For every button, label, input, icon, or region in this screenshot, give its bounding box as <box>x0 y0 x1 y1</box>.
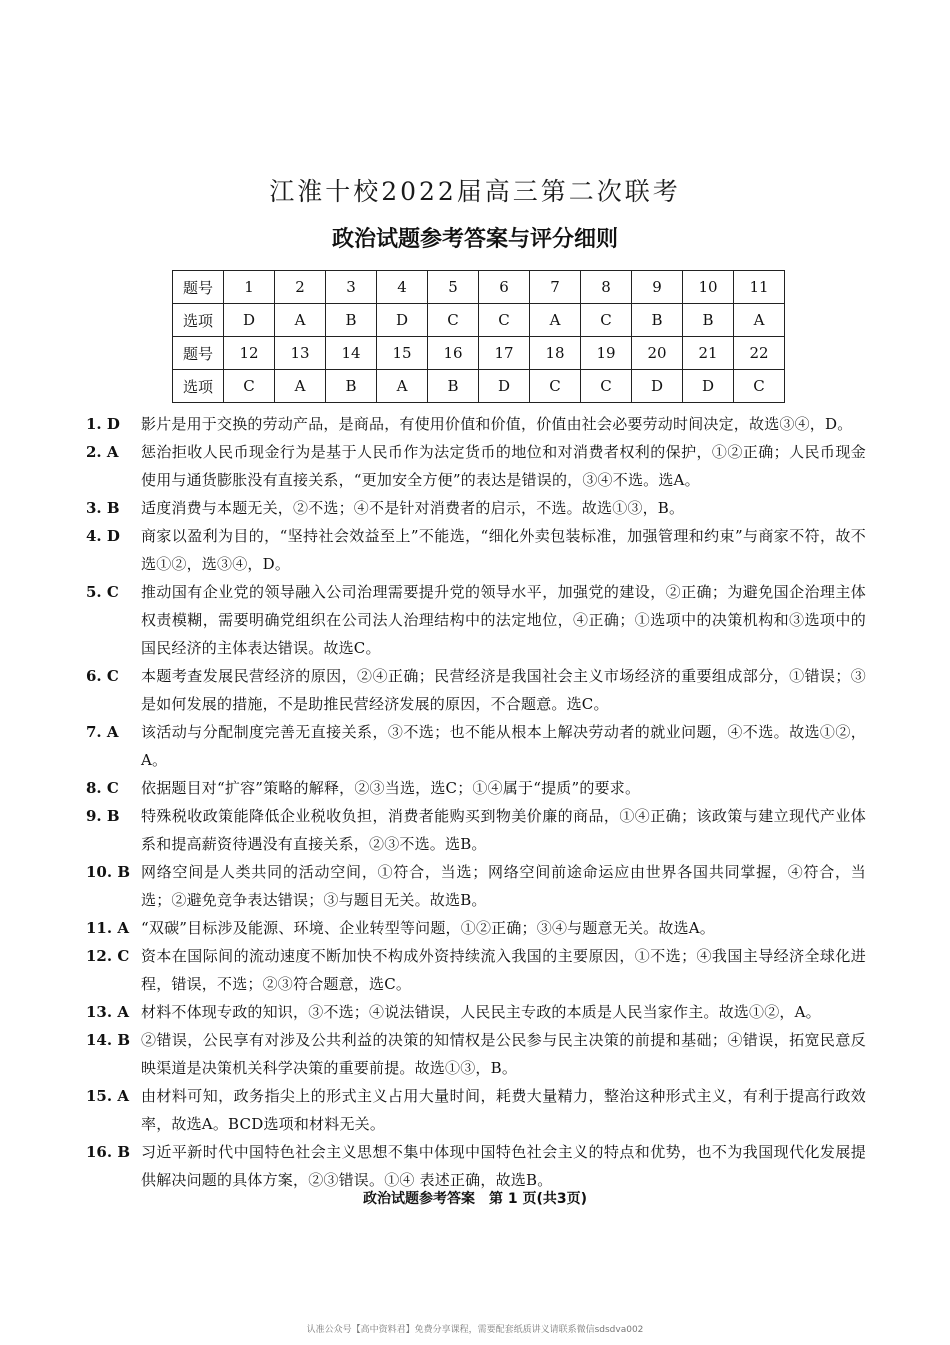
answer-cell: 15 <box>377 337 428 370</box>
answer-cell: 11 <box>734 271 785 304</box>
explanation-text: 习近平新时代中国特色社会主义思想不集中体现中国特色社会主义的特点和优势，也不为我国现代化发展提供解决问题的具体方案，②③错误。①④ 表述正确，故选B。 <box>141 1143 866 1189</box>
question-number-answer: 6. C <box>86 667 119 685</box>
explanation-item <box>86 718 866 774</box>
explanation-text: 推动国有企业党的领导融入公司治理需要提升党的领导水平，加强党的建设，②正确；为避免国企治理主体权责模糊，需要明确党组织在公司法人治理结构中的法定地位，④正确；①选项中的决策机构和③选项中的国民经济的主体表达错误。故选C。 <box>141 583 866 657</box>
explanation-text: 本题考查发展民营经济的原因，②④正确；民营经济是我国社会主义市场经济的重要组成部分，①错误；③是如何发展的措施，不是助推民营经济发展的原因，不合题意。选C。 <box>141 667 866 713</box>
explanation-item <box>86 942 866 998</box>
explanation-text: 影片是用于交换的劳动产品，是商品，有使用价值和价值，价值由社会必要劳动时间决定，故选③④，D。 <box>141 415 853 433</box>
question-number-answer: 5. C <box>86 583 119 601</box>
answer-cell: 6 <box>479 271 530 304</box>
answer-cell: A <box>275 304 326 337</box>
explanation-text: 依据题目对“扩容”策略的解释，②③当选，选C；①④属于“提质”的要求。 <box>141 779 641 797</box>
row-label: 题号 <box>173 271 224 304</box>
row-label: 选项 <box>173 304 224 337</box>
explanation-text: 网络空间是人类共同的活动空间，①符合，当选；网络空间前途命运应由世界各国共同掌握，④符合，当选；②避免竞争表达错误；③与题目无关。故选B。 <box>141 863 866 909</box>
answer-cell: 4 <box>377 271 428 304</box>
explanation-text: 该活动与分配制度完善无直接关系，③不选；也不能从根本上解决劳动者的就业问题，④不选。故选①②，A。 <box>141 723 866 769</box>
answer-cell: C <box>530 370 581 403</box>
answer-cell: D <box>479 370 530 403</box>
question-number-answer: 9. B <box>86 807 120 825</box>
answer-cell: 1 <box>224 271 275 304</box>
explanation-item <box>86 914 866 942</box>
answer-cell: 7 <box>530 271 581 304</box>
explanation-item <box>86 1026 866 1082</box>
explanation-text: 商家以盈利为目的，“坚持社会效益至上”不能选，“细化外卖包装标准，加强管理和约束”与商家不符，故不选①②，选③④，D。 <box>141 527 866 573</box>
question-number-answer: 12. C <box>86 947 130 965</box>
explanation-text: 资本在国际间的流动速度不断加快不构成外资持续流入我国的主要原因，①不选；④我国主导经济全球化进程，错误，不选；②③符合题意，选C。 <box>141 947 866 993</box>
row-label: 选项 <box>173 370 224 403</box>
question-number-answer: 3. B <box>86 499 120 517</box>
answer-cell: 8 <box>581 271 632 304</box>
explanation-item <box>86 802 866 858</box>
answer-cell: B <box>428 370 479 403</box>
answer-cell: 18 <box>530 337 581 370</box>
exam-title: 江淮十校2022届高三第二次联考 <box>269 177 681 206</box>
question-number-answer: 13. A <box>86 1003 129 1021</box>
explanation-item <box>86 998 866 1026</box>
answer-table-row <box>173 271 785 304</box>
explanation-item <box>86 578 866 662</box>
answer-cell: C <box>224 370 275 403</box>
answer-key-subtitle: 政治试题参考答案与评分细则 <box>331 227 618 252</box>
watermark-text: 认准公众号【高中资料君】免费分享课程，需要配套纸质讲义请联系微信sdsdva002 <box>306 1325 644 1335</box>
answer-table-row <box>173 370 785 403</box>
explanation-text: 适度消费与本题无关，②不选；④不是针对消费者的启示，不选。故选①③，B。 <box>141 499 685 517</box>
answer-cell: 19 <box>581 337 632 370</box>
answer-cell: C <box>479 304 530 337</box>
question-number-answer: 7. A <box>86 723 119 741</box>
explanation-text: 材料不体现专政的知识，③不选；④说法错误，人民民主专政的本质是人民当家作主。故选①②，A。 <box>141 1003 821 1021</box>
explanation-text: 特殊税收政策能降低企业税收负担，消费者能购买到物美价廉的商品，①④正确；该政策与建立现代产业体系和提高薪资待遇没有直接关系，②③不选。选B。 <box>141 807 866 853</box>
answer-cell: D <box>632 370 683 403</box>
answer-table-row <box>173 304 785 337</box>
answer-cell: 14 <box>326 337 377 370</box>
answer-table-row <box>173 337 785 370</box>
answer-cell: 13 <box>275 337 326 370</box>
answer-cell: B <box>326 304 377 337</box>
answer-cell: 22 <box>734 337 785 370</box>
explanation-item <box>86 438 866 494</box>
question-number-answer: 15. A <box>86 1087 129 1105</box>
answer-cell: A <box>275 370 326 403</box>
answer-cell: 10 <box>683 271 734 304</box>
question-number-answer: 2. A <box>86 443 119 461</box>
answer-cell: 5 <box>428 271 479 304</box>
answer-cell: 9 <box>632 271 683 304</box>
answer-cell: 20 <box>632 337 683 370</box>
answer-cell: B <box>326 370 377 403</box>
page-footer: 政治试题参考答案 第 1 页(共3页) <box>362 1191 588 1207</box>
explanation-item <box>86 662 866 718</box>
question-number-answer: 8. C <box>86 779 119 797</box>
answer-cell: 12 <box>224 337 275 370</box>
answer-cell: D <box>224 304 275 337</box>
question-number-answer: 16. B <box>86 1143 130 1161</box>
answer-cell: B <box>683 304 734 337</box>
question-number-answer: 14. B <box>86 1031 130 1049</box>
answer-cell: 3 <box>326 271 377 304</box>
answer-cell: B <box>632 304 683 337</box>
answer-cell: C <box>581 304 632 337</box>
row-label: 题号 <box>173 337 224 370</box>
explanation-item <box>86 774 866 802</box>
answer-cell: 2 <box>275 271 326 304</box>
explanation-text: ②错误，公民享有对涉及公共利益的决策的知情权是公民参与民主决策的前提和基础；④错误，拓宽民意反映渠道是决策机关科学决策的重要前提。故选①③，B。 <box>141 1031 866 1077</box>
answer-cell: D <box>683 370 734 403</box>
answer-cell: A <box>377 370 428 403</box>
answer-cell: D <box>377 304 428 337</box>
explanation-item <box>86 1138 866 1194</box>
answer-cell: C <box>734 370 785 403</box>
question-number-answer: 10. B <box>86 863 130 881</box>
answer-cell: 21 <box>683 337 734 370</box>
question-number-answer: 1. D <box>86 415 120 433</box>
explanation-item <box>86 522 866 578</box>
answer-cell: A <box>734 304 785 337</box>
explanation-item <box>86 1082 866 1138</box>
explanation-item <box>86 494 866 522</box>
explanation-list <box>86 410 866 1194</box>
explanation-text: 由材料可知，政务指尖上的形式主义占用大量时间，耗费大量精力，整治这种形式主义，有利于提高行政效率，故选A。BCD选项和材料无关。 <box>141 1087 866 1133</box>
answer-cell: C <box>581 370 632 403</box>
answer-cell: 16 <box>428 337 479 370</box>
question-number-answer: 11. A <box>86 919 129 937</box>
answer-cell: 17 <box>479 337 530 370</box>
question-number-answer: 4. D <box>86 527 120 545</box>
answer-table <box>172 270 785 403</box>
answer-cell: C <box>428 304 479 337</box>
answer-cell: A <box>530 304 581 337</box>
explanation-item <box>86 410 866 438</box>
explanation-item <box>86 858 866 914</box>
explanation-text: “双碳”目标涉及能源、环境、企业转型等问题，①②正确；③④与题意无关。故选A。 <box>141 919 715 937</box>
explanation-text: 惩治拒收人民币现金行为是基于人民币作为法定货币的地位和对消费者权利的保护，①②正确；人民币现金使用与通货膨胀没有直接关系，“更加安全方便”的表达是错误的，③④不选。选A。 <box>141 443 866 489</box>
